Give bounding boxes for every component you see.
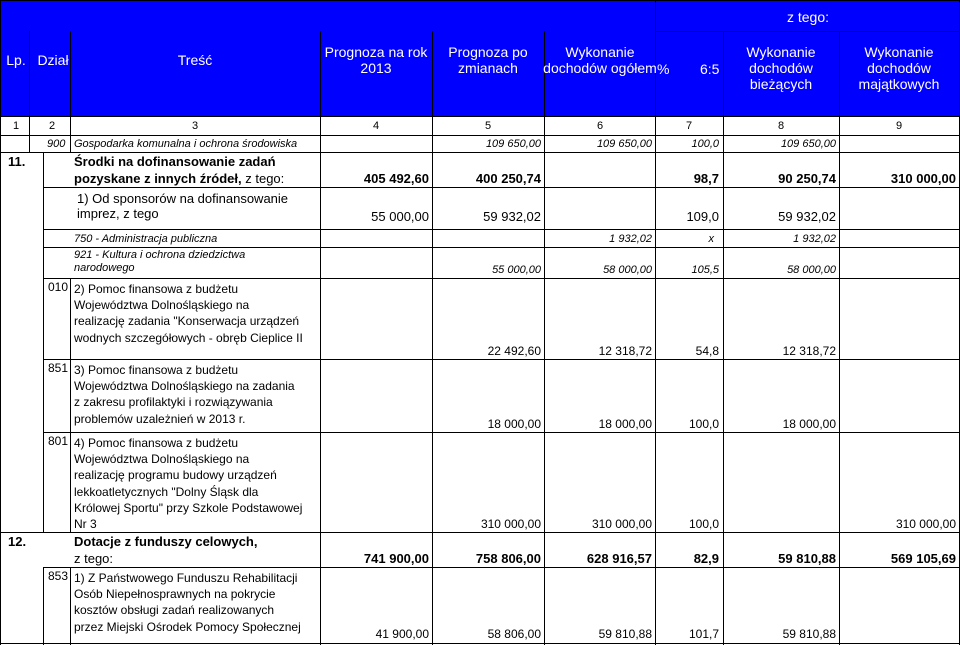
header-wykonanie-biezacych: Wykonanie dochodów bieżących [746, 44, 816, 93]
grid-line [0, 0, 960, 1]
row-750-prognoza-po: 1 932,02 [609, 233, 652, 245]
row-851-biezacych: 18 000,00 [782, 417, 836, 431]
row-900-dzial: 900 [47, 138, 66, 150]
grid-line [43, 567, 960, 568]
grid-line [43, 567, 44, 645]
grid-line [43, 359, 960, 360]
row-853-prognoza-rok: 41 900,00 [375, 627, 429, 641]
row-900-percent: 100,0 [691, 138, 719, 150]
row-801-tresc: 4) Pomoc finansowa z budżetu Województwa Dolnośląskiego na realizację programu budowy urządzeń lekkoatletycznych "Dolny Śląsk dla Królowej Sportu" przy Szkole Podstawowej Nr 3 [74, 436, 303, 531]
header-ratio: 6:5 [700, 61, 720, 77]
row-750-tresc: 750 - Administracja publiczna [74, 233, 218, 245]
grid-line [0, 0, 1, 645]
row-853-tresc: 1) Z Państwowego Funduszu Rehabilitacji Osób Niepełnosprawnych na pokrycie kosztów obsługi zadań realizowanych przez Miejski Ośrodek Pomocy Społecznej [74, 571, 301, 634]
row-11-percent: 98,7 [693, 171, 719, 186]
header-prognoza-po: Prognoza po zmianach [448, 44, 528, 77]
row-900-prognoza-po: 109 650,00 [485, 138, 541, 150]
column-number: 1 [12, 120, 20, 132]
row-853-percent: 101,7 [688, 627, 719, 641]
row-921-percent: 105,5 [691, 264, 719, 276]
grid-line [43, 247, 960, 248]
row-851-tresc: 3) Pomoc finansowa z budżetu Województwa Dolnośląskiego na zadania z zakresu profilaktyki i rozwiązywania problemów uzależnień w 2013 r. [74, 363, 295, 426]
grid-line [70, 31, 71, 152]
row-010-dzial: 010 [48, 280, 69, 294]
row-750-biezacych: 1 932,02 [793, 233, 836, 245]
grid-line [432, 31, 433, 645]
grid-line [0, 643, 960, 644]
column-number: 2 [48, 120, 56, 132]
header-wykonanie-ogolem: Wykonanie dochodów ogółem [543, 44, 657, 77]
row-11-tresc-1: Środki na dofinansowanie zadań [74, 154, 276, 169]
column-number: 6 [596, 120, 604, 132]
header-prognoza-rok: Prognoza na rok 2013 [324, 44, 428, 77]
grid-line [655, 0, 656, 645]
grid-line [320, 31, 321, 645]
header-dzial: Dział [37, 52, 69, 68]
header-tresc: Treść [177, 52, 213, 68]
row-900-tresc: Gospodarka komunalna i ochrona środowiska [74, 138, 298, 150]
row-11-1-tresc: 1) Od sponsorów na dofinansowanie imprez, z tego [77, 191, 289, 221]
row-801-dzial: 801 [48, 434, 69, 448]
row-851-prognoza-rok: 18 000,00 [487, 417, 541, 431]
grid-line [29, 31, 30, 152]
row-12-biezacych: 59 810,88 [778, 551, 836, 566]
column-number: 3 [191, 120, 199, 132]
column-number: 5 [484, 120, 492, 132]
row-921-biezacych: 58 000,00 [787, 264, 836, 276]
row-921-prognoza-rok: 55 000,00 [492, 264, 541, 276]
grid-line [43, 152, 44, 532]
row-750-percent: x [708, 233, 714, 245]
row-853-wykonanie: 59 810,88 [598, 627, 652, 641]
row-11-1-biezacych: 59 932,02 [778, 209, 836, 224]
row-12-wykonanie: 628 916,57 [586, 551, 652, 566]
grid-line [43, 229, 960, 230]
grid-line [43, 432, 960, 433]
row-851-dzial: 851 [48, 361, 69, 375]
grid-line [0, 116, 960, 117]
row-900-biezacych: 109 650,00 [780, 138, 836, 150]
row-010-prognoza-rok: 22 492,60 [487, 344, 541, 358]
grid-line [655, 31, 960, 32]
grid-line [839, 31, 840, 645]
grid-line [70, 278, 71, 532]
row-12-tresc-2: z tego: [74, 551, 114, 566]
row-853-dzial: 853 [48, 569, 69, 583]
row-12-tresc-1: Dotacje z funduszy celowych, [74, 534, 258, 549]
grid-line [0, 532, 960, 533]
row-010-percent: 54,8 [695, 344, 719, 358]
row-010-prognoza-po: 12 318,72 [598, 344, 652, 358]
header-lp: Lp. [6, 52, 26, 68]
column-number: 4 [372, 120, 380, 132]
grid-line [544, 31, 545, 645]
row-801-prognoza-rok: 310 000,00 [480, 517, 541, 531]
row-11-tresc-2: pozyskane z innych źródeł, z tego: [74, 171, 285, 186]
row-12-percent: 82,9 [693, 551, 719, 566]
row-801-percent: 100,0 [688, 517, 719, 531]
header-z-tego: z tego: [786, 9, 830, 25]
row-851-prognoza-po: 18 000,00 [598, 417, 652, 431]
row-12-prognoza-po: 758 806,00 [475, 551, 541, 566]
row-853-biezacych: 59 810,88 [782, 627, 836, 641]
row-010-tresc: 2) Pomoc finansowa z budżetu Województwa Dolnośląskiego na realizację zadania "Konserwacja urządzeń wodnych szczegółowych - obręb Cieplice II [74, 282, 303, 345]
grid-line [70, 567, 71, 645]
row-853-prognoza-po: 58 806,00 [487, 627, 541, 641]
row-12-majatkowych: 569 105,69 [890, 551, 956, 566]
row-801-prognoza-po: 310 000,00 [591, 517, 652, 531]
row-11-prognoza-rok: 405 492,60 [363, 171, 429, 186]
row-851-percent: 100,0 [688, 417, 719, 431]
column-number: 9 [895, 120, 903, 132]
row-010-biezacych: 12 318,72 [782, 344, 836, 358]
row-11-1-prognoza-po: 59 932,02 [483, 209, 541, 224]
row-900-wykonanie: 109 650,00 [596, 138, 652, 150]
grid-line [43, 278, 960, 279]
row-11-majatkowych: 310 000,00 [890, 171, 956, 186]
column-number: 7 [685, 120, 693, 132]
row-11-1-percent: 109,0 [686, 209, 719, 224]
row-801-majatkowych: 310 000,00 [895, 517, 956, 531]
grid-line [0, 152, 960, 153]
header-wykonanie-majatkowych: Wykonanie dochodów majątkowych [858, 44, 940, 93]
column-number: 8 [777, 120, 785, 132]
row-11-prognoza-po: 400 250,74 [475, 171, 541, 186]
header-percent: % [657, 61, 670, 77]
row-12-lp: 12. [8, 534, 27, 549]
row-12-prognoza-rok: 741 900,00 [363, 551, 429, 566]
row-11-biezacych: 90 250,74 [778, 171, 836, 186]
grid-line [0, 135, 960, 136]
grid-line [43, 187, 960, 188]
row-921-tresc: 921 - Kultura i ochrona dziedzictwa narodowego [74, 249, 246, 274]
row-921-prognoza-po: 58 000,00 [603, 264, 652, 276]
row-11-lp: 11. [8, 154, 26, 169]
grid-line [723, 31, 724, 645]
row-11-1-prognoza-rok: 55 000,00 [371, 209, 429, 224]
